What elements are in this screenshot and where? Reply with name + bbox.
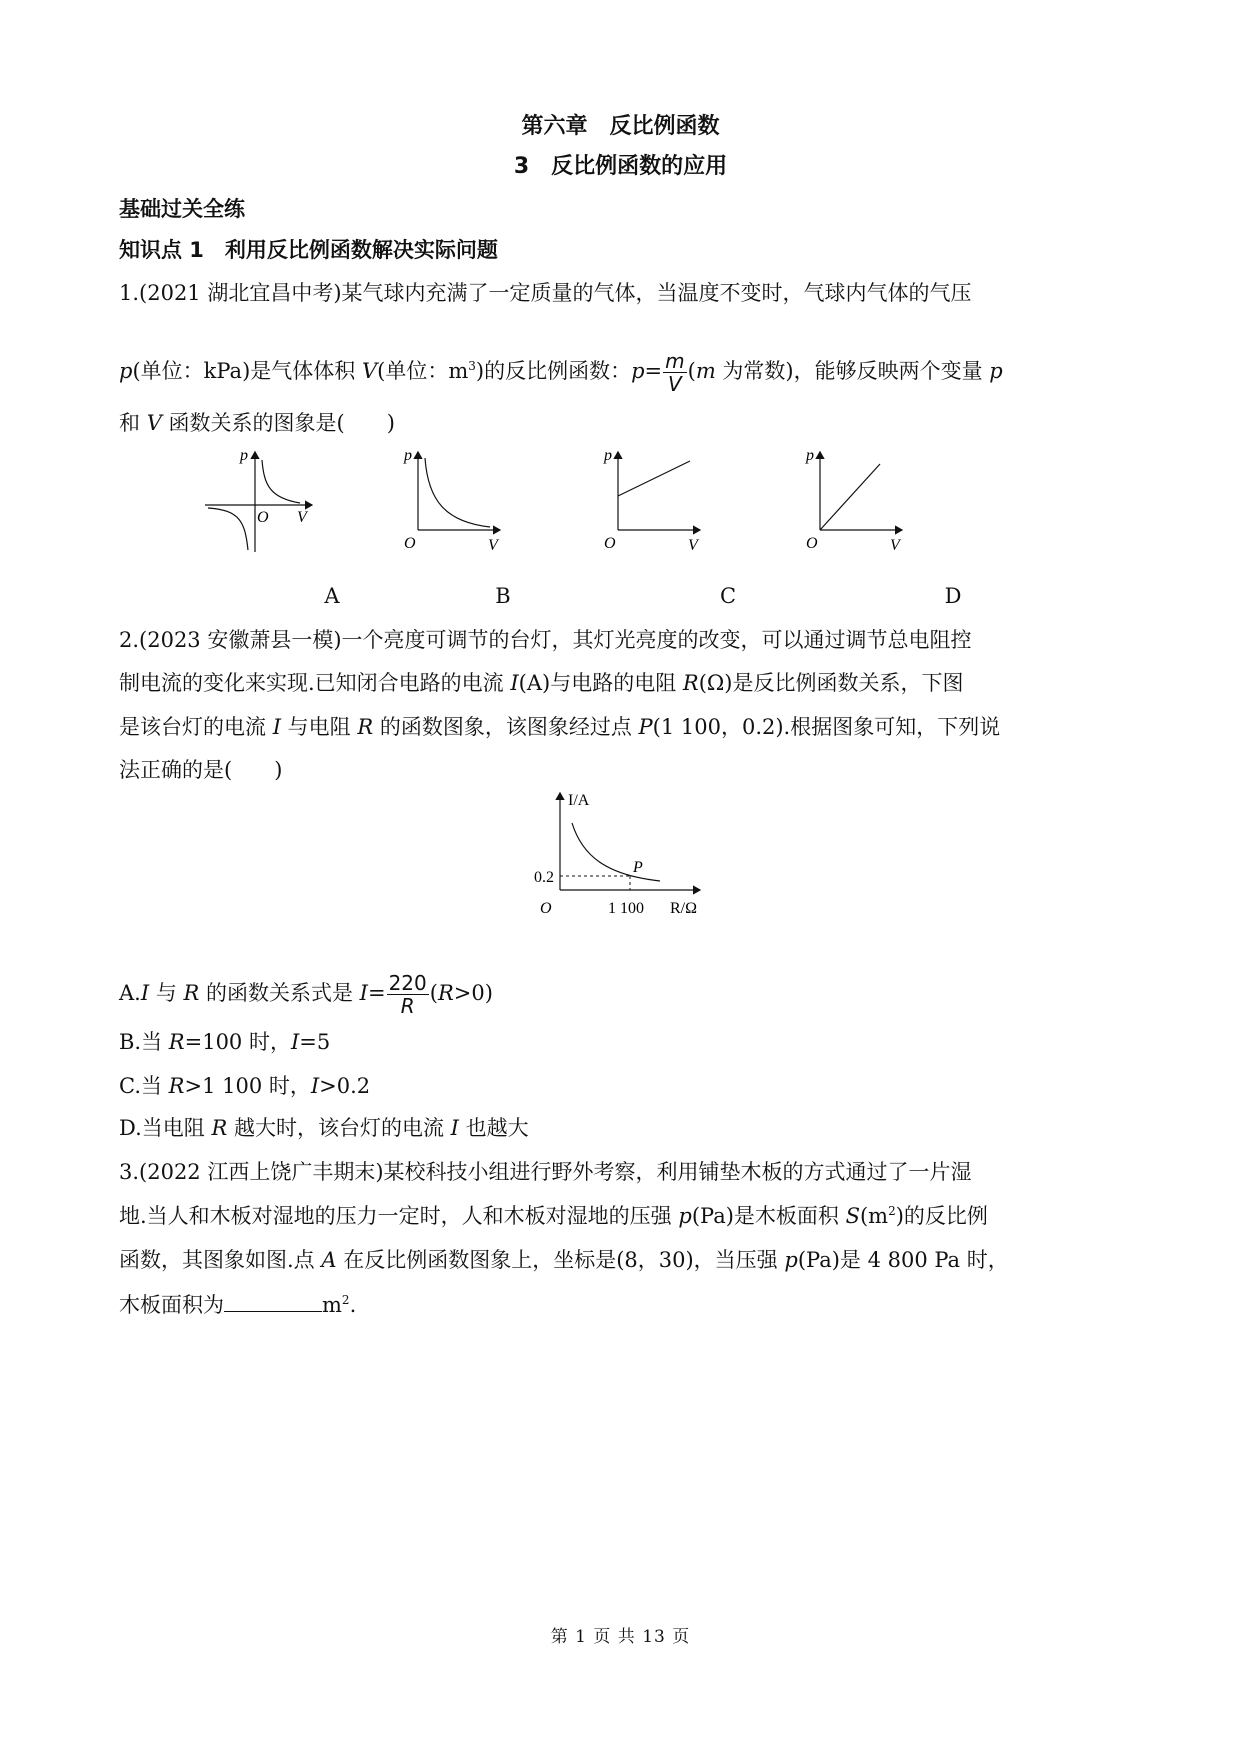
q1-line1: 1.(2021 湖北宜昌中考)某气球内充满了一定质量的气体，当温度不变时，气球内气体的气压 — [119, 281, 972, 305]
q2-option-d: D.当电阻 R 越大时，该台灯的电流 I 也越大 — [119, 1116, 529, 1140]
graph-b-p-label: p — [404, 447, 412, 464]
q3-line2: 地.当人和木板对湿地的压力一定时，人和木板对湿地的压强 p(Pa)是木板面积 $S(m^2)$的反比例 — [119, 1204, 988, 1228]
graph-d — [805, 447, 902, 554]
q1-option-graphs — [200, 440, 1030, 580]
graph-a-v-label: V — [297, 509, 307, 526]
page-footer: 第 1 页 共 13 页 — [550, 1627, 691, 1647]
graph-b — [403, 447, 500, 554]
q2-y-tick: 0.2 — [534, 869, 554, 886]
q2-fraction: $\frac{220}{R}$ — [388, 971, 427, 1018]
q1-line2: p(单位：kPa)是气体体积 V(单位：$m^3$)的反比例函数：p= $\frac{m}{V}$ (m 为常数)，能够反映两个变量 p — [119, 349, 1003, 396]
option-d-label: D — [944, 584, 962, 608]
graph-a — [205, 447, 312, 552]
q2-point-label: P — [633, 859, 643, 876]
q2-option-c: C.当 R>1 100 时，I>0.2 — [119, 1074, 371, 1098]
q2-origin: O — [540, 900, 552, 917]
answer-blank[interactable] — [224, 1293, 322, 1312]
q2-x-tick: 1 100 — [608, 900, 644, 917]
graph-d-v-label: V — [890, 537, 900, 554]
option-a-label: A — [324, 584, 340, 608]
q2-option-b: B.当 R=100 时，I=5 — [119, 1030, 331, 1054]
q3-line1: 3.(2022 江西上饶广丰期末)某校科技小组进行野外考察，利用铺垫木板的方式通过了一片湿 — [119, 1160, 972, 1184]
q2-line2: 制电流的变化来实现.已知闭合电路的电流 I(A)与电路的电阻 R(Ω)是反比例函数关系，下图 — [119, 671, 964, 695]
graph-a-p-label: p — [240, 447, 248, 464]
q2-option-a: A.I 与 R 的函数关系式是 I= $\frac{220}{R}$ (R>0) — [119, 971, 493, 1018]
graph-c-origin: O — [604, 535, 616, 552]
q1-line3: 和 V 函数关系的图象是( ) — [119, 411, 395, 435]
exercise-heading: 基础过关全练 — [119, 197, 245, 221]
chapter-title: 第六章 反比例函数 — [521, 114, 720, 139]
q2-line4: 法正确的是( ) — [119, 758, 283, 782]
graph-b-v-label: V — [488, 537, 498, 554]
graph-c-p-label: p — [604, 447, 612, 464]
graph-b-origin: O — [404, 535, 416, 552]
section-title: 3 反比例函数的应用 — [513, 154, 728, 179]
q2-y-axis-label: I/A — [568, 792, 590, 809]
option-c-label: C — [719, 584, 737, 608]
q2-x-axis-label: R/Ω — [670, 900, 698, 917]
q3-line3: 函数，其图象如图.点 A 在反比例函数图象上，坐标是(8，30)，当压强 p(Pa)是 4 800 Pa 时， — [119, 1248, 1009, 1272]
graph-c-v-label: V — [688, 537, 698, 554]
graph-c — [603, 447, 700, 554]
option-b-label: B — [495, 584, 511, 608]
q2-graph — [520, 785, 720, 925]
graph-d-p-label: p — [806, 447, 814, 464]
graph-a-origin: O — [257, 509, 269, 526]
q1-fraction: $\frac{m}{V}$ — [665, 349, 685, 396]
graph-d-origin: O — [806, 535, 818, 552]
q3-line4: 木板面积为 $m^2$. — [119, 1293, 357, 1317]
q2-line1: 2.(2023 安徽萧县一模)一个亮度可调节的台灯，其灯光亮度的改变，可以通过调节总电阻控 — [119, 628, 972, 652]
q2-line3: 是该台灯的电流 I 与电阻 R 的函数图象，该图象经过点 P(1 100，0.2).根据图象可知，下列说 — [119, 715, 1001, 739]
knowledge-point-heading: 知识点 1 利用反比例函数解决实际问题 — [119, 238, 498, 262]
